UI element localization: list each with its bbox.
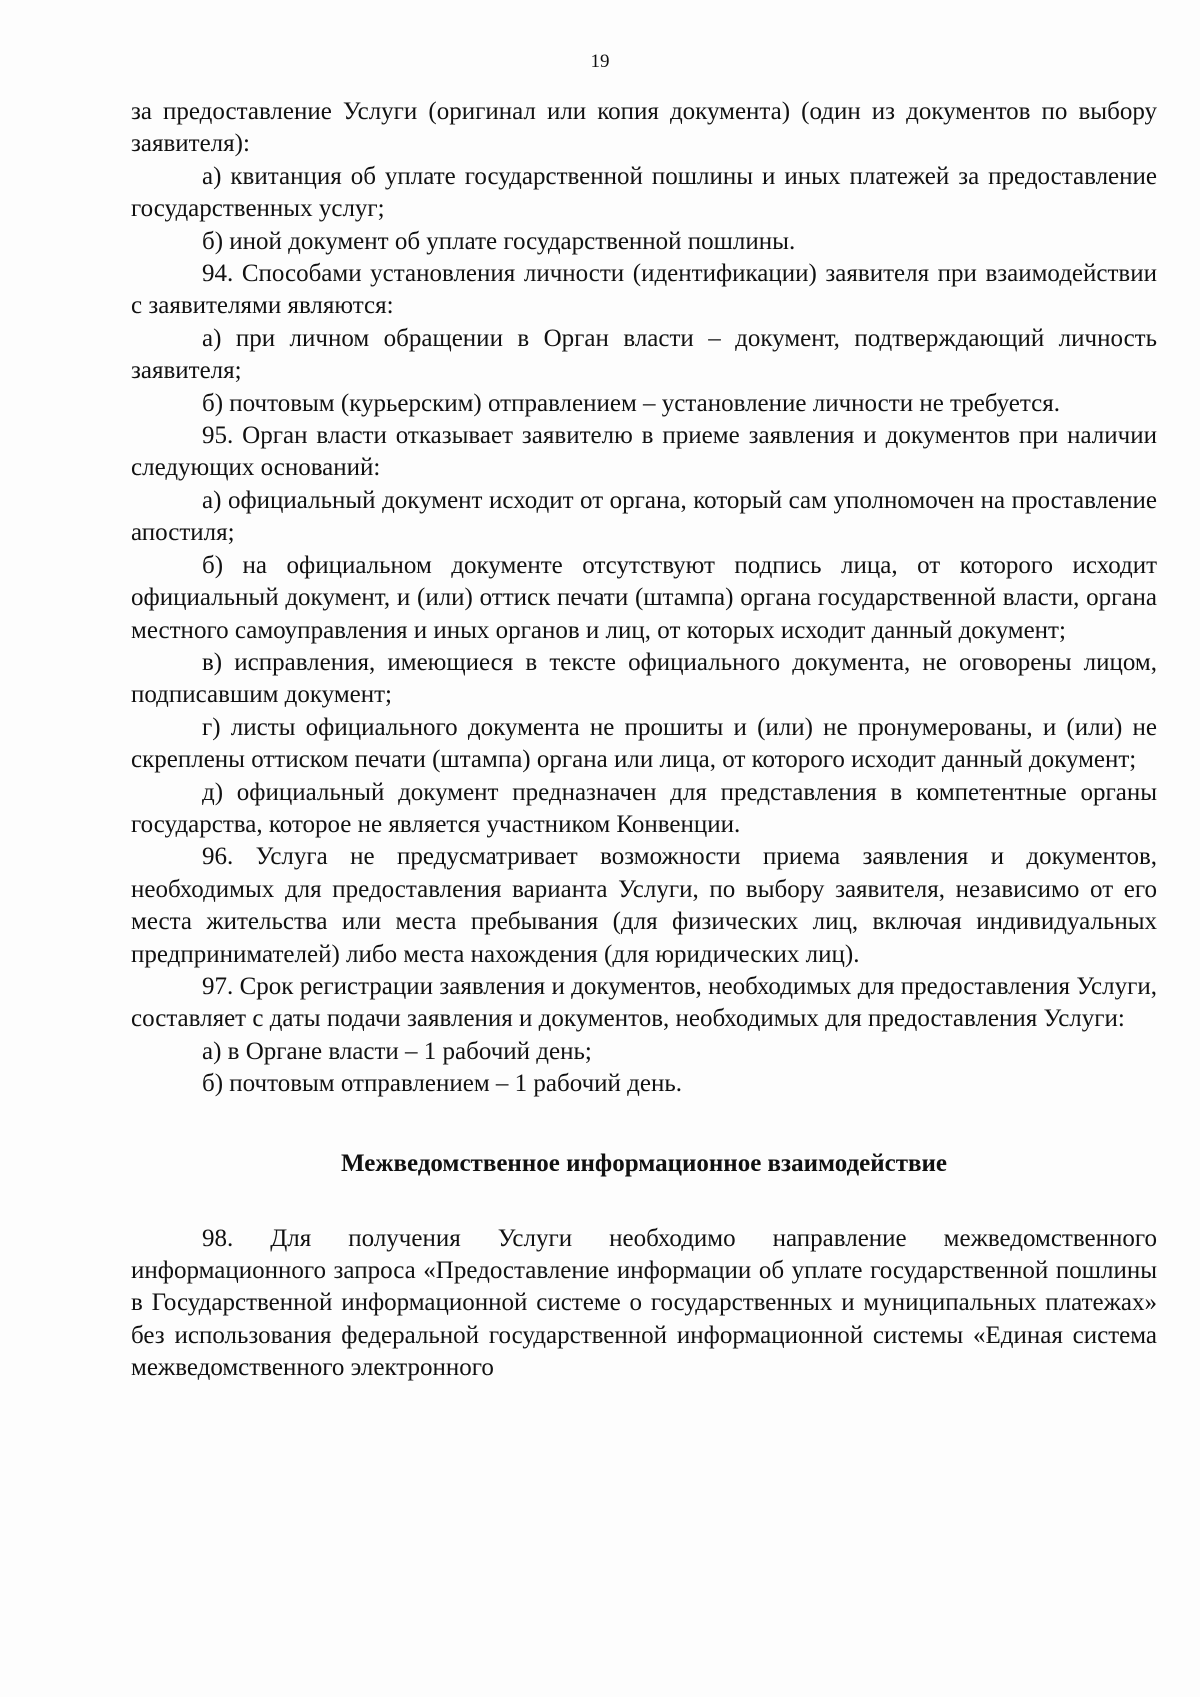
paragraph-95: 95. Орган власти отказывает заявителю в приеме заявления и документов при наличии следующих оснований: <box>131 422 1157 482</box>
paragraph-item-a-receipt: а) квитанция об уплате государственной пошлины и иных платежей за предоставление государственных услуг; <box>131 162 1157 223</box>
paragraph-96: 96. Услуга не предусматривает возможности приема заявления и документов, необходимых для предоставления варианта Услуги, по выбору заявителя, независимо от его места жительства или места пребывания (для физических лиц, включая индивидуальных предпринимателей) либо места нахождения (для юридических лиц). <box>131 843 1157 968</box>
paragraph-97-item-b: б) почтовым отправлением – 1 рабочий день. <box>202 1070 683 1098</box>
paragraph-95-item-b: б) на официальном документе отсутствуют подпись лица, от которого исходит официальный документ, и (или) оттиск печати (штампа) органа государственной власти, органа местного самоуправления и иных органов и лиц, от которых исходит данный документ; <box>131 551 1157 644</box>
paragraph-97: 97. Срок регистрации заявления и документов, необходимых для предоставления Услуги, составляет с даты подачи заявления и документов, необходимых для предоставления Услуги: <box>131 972 1157 1033</box>
paragraph-94-item-a: а) при личном обращении в Орган власти – документ, подтверждающий личность заявителя; <box>131 324 1157 385</box>
paragraph-95-item-a: а) официальный документ исходит от органа, который сам уполномочен на проставление апостиля; <box>131 486 1157 547</box>
paragraph-97-item-a: а) в Органе власти – 1 рабочий день; <box>202 1037 592 1065</box>
section-heading: Межведомственное информационное взаимодействие <box>341 1149 947 1177</box>
paragraph-95-item-d: д) официальный документ предназначен для представления в компетентные органы государства, которое не является участником Конвенции. <box>131 778 1157 838</box>
paragraph-98: 98. Для получения Услуги необходимо направление межведомственного информационного запроса «Предоставление информации об уплате государственной пошлины в Государственной информационной системе о государственных и муниципальных платежах» без использования федеральной государственной информационной системы «Единая система межведомственного электронного <box>131 1224 1157 1382</box>
document-body <box>131 96 1157 1385</box>
paragraph-item-b-other-document: б) иной документ об уплате государственной пошлины. <box>202 227 796 255</box>
paragraph-94-item-b: б) почтовым (курьерским) отправлением – установление личности не требуется. <box>202 389 1060 417</box>
paragraph-95-item-g: г) листы официального документа не прошиты и (или) не пронумерованы, и (или) не скреплены оттиском печати (штампа) органа или лица, от которого исходит данный документ; <box>131 713 1157 774</box>
paragraph-94: 94. Способами установления личности (идентификации) заявителя при взаимодействии с заявителями являются: <box>131 260 1157 320</box>
page-number: 19 <box>590 51 610 72</box>
paragraph-continuation: за предоставление Услуги (оригинал или копия документа) (один из документов по выбору заявителя): <box>131 98 1157 158</box>
paragraph-95-item-v: в) исправления, имеющиеся в тексте официального документа, не оговорены лицом, подписавшим документ; <box>131 648 1157 709</box>
